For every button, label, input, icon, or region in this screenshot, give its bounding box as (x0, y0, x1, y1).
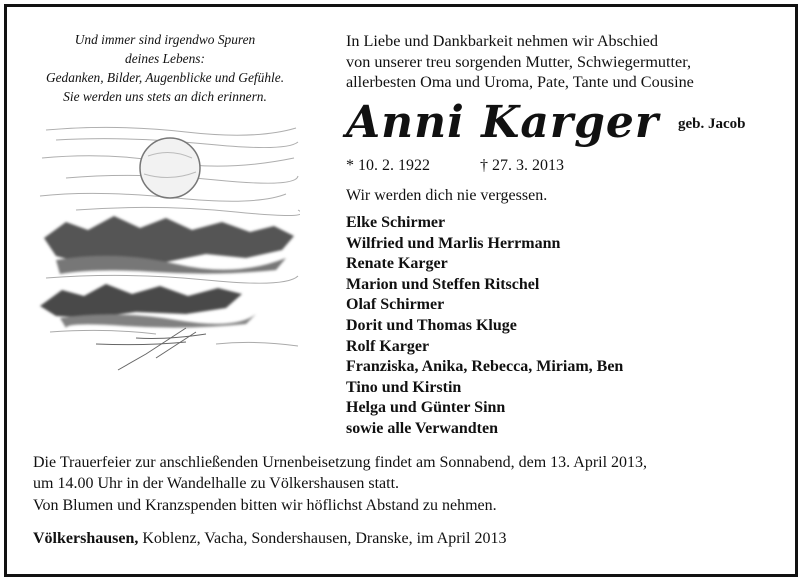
mourner: Rolf Karger (346, 337, 430, 355)
life-dates (346, 157, 564, 175)
intro-line: allerbesten Oma und Uroma, Pate, Tante und Cousine (346, 73, 694, 91)
poem-line: deines Lebens: (125, 51, 205, 66)
mourner: Olaf Schirmer (346, 296, 445, 314)
main-place: Völkershausen, (33, 530, 139, 547)
birth-date: * 10. 2. 1922 (346, 157, 430, 174)
mourner: Elke Schirmer (346, 214, 446, 231)
intro-text (346, 31, 694, 93)
service-line: Die Trauerfeier zur anschließenden Urnenbeisetzung findet am Sonnabend, dem 13. April 2013, (33, 454, 648, 471)
mourner: Marion und Steffen Ritschel (346, 275, 540, 293)
intro-line: In Liebe und Dankbarkeit nehmen wir Abschied (346, 32, 658, 50)
landscape-illustration (36, 118, 300, 378)
death-date: † 27. 3. 2013 (480, 157, 564, 174)
service-line: um 14.00 Uhr in der Wandelhalle zu Völkershausen statt. (33, 474, 400, 492)
mourners-list (346, 213, 623, 440)
mourner: sowie alle Verwandten (346, 419, 498, 437)
mourner: Franziska, Anika, Rebecca, Miriam, Ben (346, 358, 624, 376)
funeral-service-info (33, 453, 647, 494)
other-places: Koblenz, Vacha, Sondershausen, Dranske, im April 2013 (138, 530, 507, 547)
places-line (33, 530, 506, 548)
poem-line: Gedanken, Bilder, Augenblicke und Gefühle. (45, 70, 285, 85)
mourner: Dorit und Thomas Kluge (346, 316, 517, 334)
mourner: Tino und Kirstin (346, 378, 462, 396)
farewell-line: Wir werden dich nie vergessen. (346, 187, 548, 204)
poem-line: Sie werden uns stets an dich erinnern. (63, 89, 267, 104)
poem-line: Und immer sind irgendwo Spuren (74, 32, 256, 47)
birth-name: geb. Jacob (678, 116, 746, 132)
deceased-name: Anni Karger (346, 97, 660, 148)
poem (20, 30, 310, 106)
intro-line: von unserer treu sorgenden Mutter, Schwiegermutter, (346, 52, 691, 71)
mourner: Helga und Günter Sinn (346, 399, 506, 417)
flowers-note: Von Blumen und Kranzspenden bitten wir höflichst Abstand zu nehmen. (33, 497, 497, 514)
mourner: Wilfried und Marlis Herrmann (346, 234, 561, 252)
mourner: Renate Karger (346, 255, 448, 273)
